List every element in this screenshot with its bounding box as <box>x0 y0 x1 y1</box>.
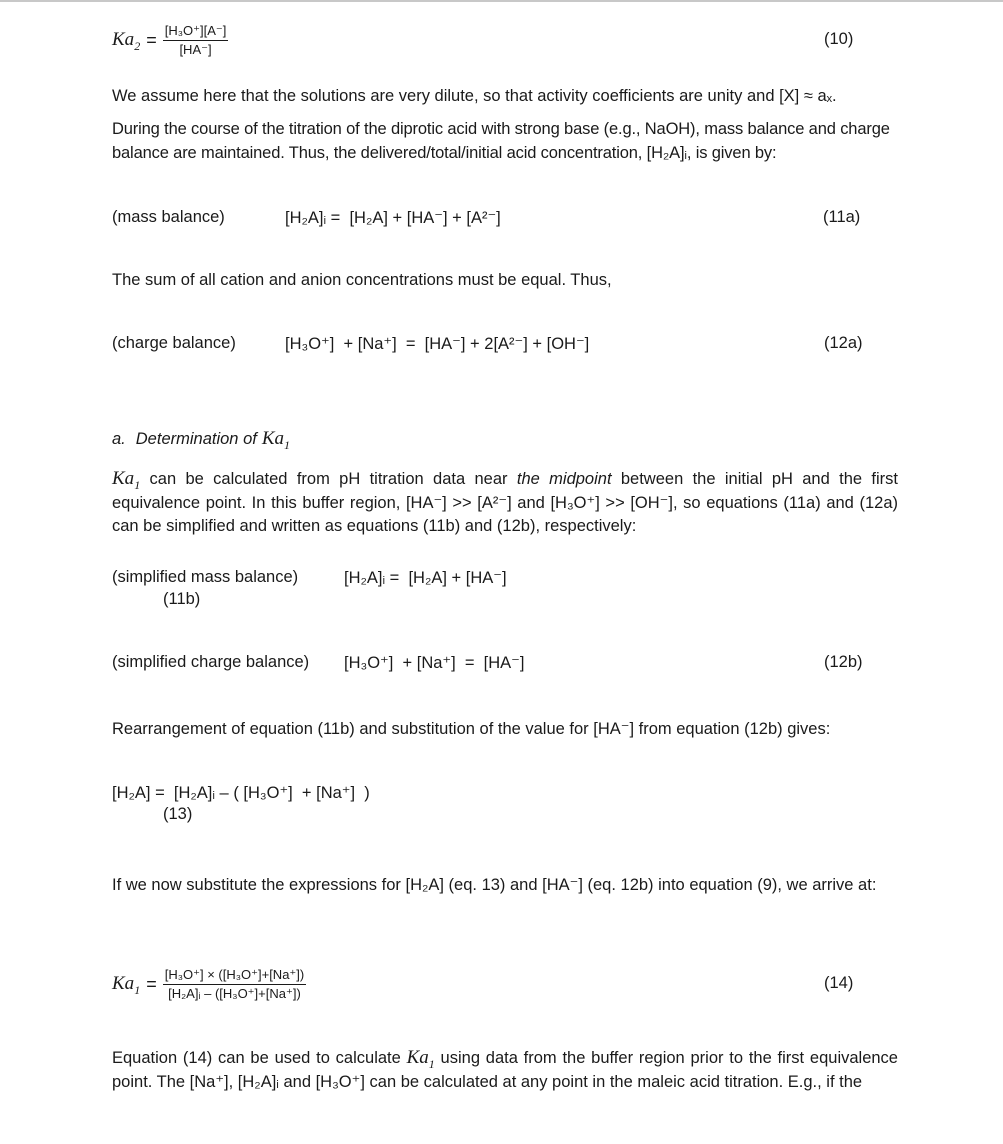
equation-13-expression: [H₂A] = [H₂A]ᵢ – ( [H₃O⁺] + [Na⁺] ) <box>112 784 370 802</box>
ka1-symbol <box>112 973 140 995</box>
equation-number-12b: (12b) <box>824 653 863 671</box>
paragraph-substitute: If we now substitute the expressions for [H₂A] (eq. 13) and [HA⁻] (eq. 12b) into equation (9), we arrive at: <box>112 876 877 894</box>
text-segment: between the initial pH and the first equivalence point. In this buffer region, [HA⁻] >> [A²⁻] and [H₃O⁺] >> [OH⁻], so equations (11a) and (12a) can be simplified and written as equations (11b) and (12b), respectively: <box>112 470 898 535</box>
text-segment: using data from the buffer region prior to the first equivalence point. The [Na⁺], [H₂A]ᵢ and [H₃O⁺] can be calculated at any point in the maleic acid titration. E.g., if the <box>112 1049 898 1091</box>
paragraph-equation-14-usage <box>112 1046 898 1094</box>
simplified-mass-balance-expression: [H₂A]ᵢ = [H₂A] + [HA⁻] <box>344 569 507 587</box>
fraction-numerator: [H₃O⁺][A⁻] <box>163 23 229 41</box>
paragraph-sum: The sum of all cation and anion concentrations must be equal. Thus, <box>112 271 612 289</box>
fraction-numerator: [H₃O⁺] × ([H₃O⁺]+[Na⁺]) <box>163 967 307 985</box>
ka1-symbol <box>262 428 290 450</box>
fraction <box>163 23 229 58</box>
ka1-symbol <box>112 468 141 492</box>
ka-subscript: 1 <box>134 983 141 997</box>
fraction <box>163 967 307 1002</box>
ka-base: Ka <box>406 1047 429 1068</box>
mass-balance-label: (mass balance) <box>112 208 225 226</box>
ka1-symbol <box>406 1047 435 1071</box>
equals-sign: = <box>146 29 157 50</box>
simplified-charge-balance-expression: [H₃O⁺] + [Na⁺] = [HA⁻] <box>344 654 525 672</box>
equals-sign: = <box>146 973 157 994</box>
simplified-mass-balance-label: (simplified mass balance) <box>112 568 299 586</box>
italic-midpoint: the midpoint <box>516 470 612 488</box>
equation-number-12a: (12a) <box>824 334 863 352</box>
section-heading-ka1 <box>112 428 290 450</box>
ka-subscript: 2 <box>134 39 141 53</box>
equation-10 <box>112 20 228 60</box>
equation-number-11a: (11a) <box>823 208 861 226</box>
fraction-denominator: [HA⁻] <box>179 41 212 57</box>
ka-subscript: 1 <box>134 478 141 492</box>
text-segment: can be calculated from pH titration data near <box>140 470 517 488</box>
section-letter: a. <box>112 430 126 448</box>
paragraph-assume: We assume here that the solutions are very dilute, so that activity coefficients are unity and [X] ≈ aₓ. <box>112 87 837 105</box>
ka-base: Ka <box>112 29 135 50</box>
paragraph-titration-course: During the course of the titration of the diprotic acid with strong base (e.g., NaOH), mass balance and charge balance are maintained. Thus, the delivered/total/initial acid concentration, [H₂A]ᵢ, is given by: <box>112 120 890 162</box>
equation-number-11b: (11b) <box>163 590 201 608</box>
mass-balance-expression: [H₂A]ᵢ = [H₂A] + [HA⁻] + [A²⁻] <box>285 209 501 227</box>
text-segment: Equation (14) can be used to calculate <box>112 1049 407 1067</box>
paragraph-rearrangement: Rearrangement of equation (11b) and substitution of the value for [HA⁻] from equation (12b) gives: <box>112 720 831 738</box>
simplified-charge-balance-label: (simplified charge balance) <box>112 653 310 671</box>
fraction-denominator: [H₂A]ᵢ – ([H₃O⁺]+[Na⁺]) <box>168 985 301 1001</box>
equation-number-10: (10) <box>824 30 854 48</box>
equation-number-14: (14) <box>824 974 854 992</box>
ka-subscript: 1 <box>428 1057 435 1071</box>
ka-base: Ka <box>112 973 135 994</box>
ka-base: Ka <box>112 468 135 489</box>
ka-base: Ka <box>261 428 285 449</box>
equation-14 <box>112 962 306 1006</box>
section-title: Determination of <box>135 430 257 448</box>
charge-balance-label: (charge balance) <box>112 334 236 352</box>
page-top-border <box>0 0 1003 2</box>
equation-number-13: (13) <box>163 805 193 823</box>
charge-balance-expression: [H₃O⁺] + [Na⁺] = [HA⁻] + 2[A²⁻] + [OH⁻] <box>285 335 590 353</box>
paragraph-ka1-buffer <box>112 467 898 539</box>
ka-subscript: 1 <box>284 438 291 452</box>
ka2-symbol <box>112 29 140 51</box>
